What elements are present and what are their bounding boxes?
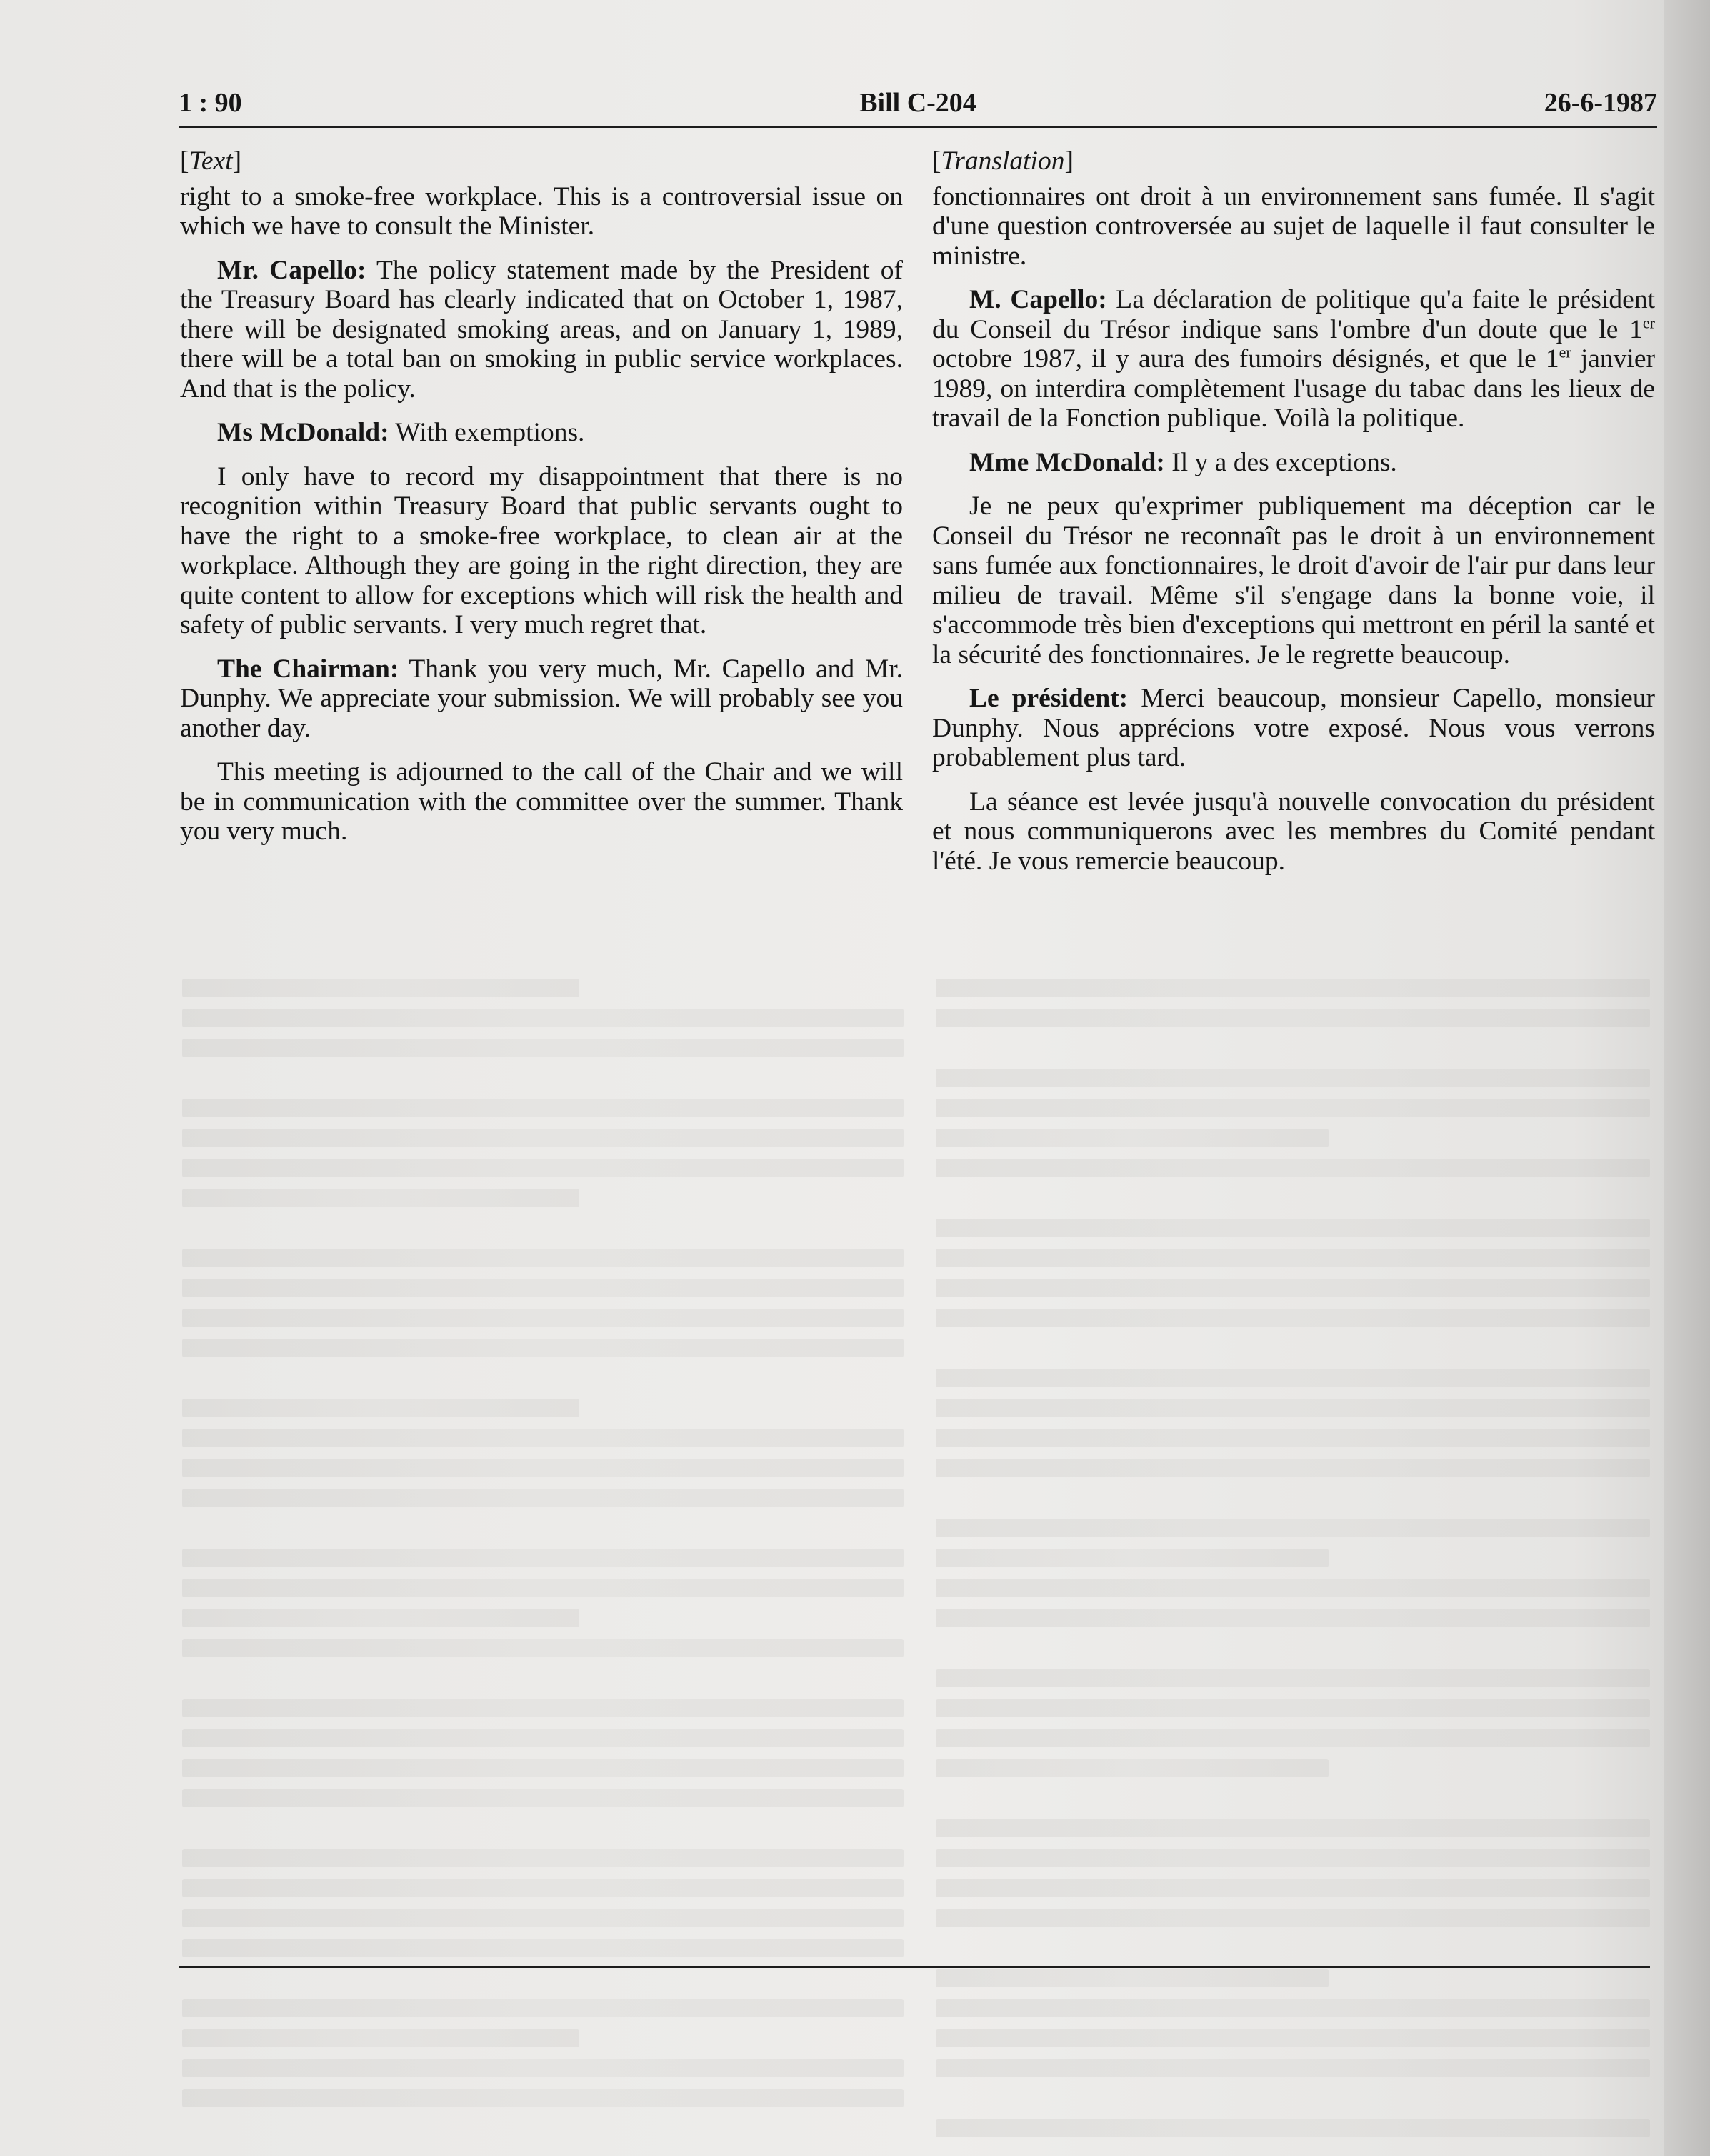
column-label-translation: [Translation]: [932, 146, 1074, 176]
paragraph: The Chairman: Thank you very much, Mr. Capello and Mr. Dunphy. We appreciate your submission. We will probably see you another day.: [180, 654, 903, 743]
show-through-line: [936, 1579, 1650, 1597]
show-through-line: [182, 1699, 904, 1717]
bottom-rule: [179, 1966, 1650, 1968]
show-through-line: [936, 1399, 1650, 1417]
paragraph: Ms McDonald: With exemptions.: [217, 418, 585, 447]
show-through-line: [936, 1129, 1329, 1147]
show-through-line: [182, 1849, 904, 1867]
show-through-line: [182, 2089, 904, 2107]
paragraph: Mr. Capello: The policy statement made by the President of the Treasury Board has clearly indicated that on October 1, 1987, there will be designated smoking areas, and on January 1, 1989, there will be a total ban on smoking in public service workplaces. And that is the policy.: [180, 255, 903, 404]
show-through-line: [936, 1759, 1329, 1777]
show-through-line: [182, 1939, 904, 1957]
french-column: [932, 146, 1655, 890]
show-through-line: [182, 1279, 904, 1297]
show-through-line: [936, 1879, 1650, 1897]
bill-title: Bill C-204: [859, 88, 976, 118]
show-through-line: [182, 1099, 904, 1117]
paragraph: I only have to record my disappointment that there is no recognition within Treasury Board that public servants ought to have the right to a smoke-free workplace, to clean air at the workplace. Although they are going in the right direction, they are quite content to allow for exceptions which will risk the health and safety of public servants. I very much regret that.: [180, 461, 903, 639]
english-column: [180, 146, 903, 861]
show-through-line: [936, 979, 1650, 997]
show-through-line: [936, 1669, 1650, 1687]
header-date: 26-6-1987: [1544, 88, 1657, 118]
speaker-name: Mme McDonald:: [969, 447, 1165, 477]
show-through-line: [936, 1249, 1650, 1267]
show-through-line: [182, 1189, 579, 1207]
show-through-line: [182, 1309, 904, 1327]
show-through-line: [936, 1309, 1650, 1327]
show-through-line: [182, 1399, 579, 1417]
show-through-line: [936, 1159, 1650, 1177]
show-through-line: [182, 1579, 904, 1597]
paragraph: fonctionnaires ont droit à un environnement sans fumée. Il s'agit d'une question controversée au sujet de laquelle il faut consulter le ministre.: [932, 181, 1655, 271]
show-through-line: [182, 1129, 904, 1147]
show-through-line: [182, 1489, 904, 1507]
show-through-line: [936, 1909, 1650, 1927]
show-through-line: [936, 1729, 1650, 1747]
page-edge-shadow: [1664, 0, 1710, 2156]
show-through-line: [936, 1699, 1650, 1717]
show-through-line: [936, 1999, 1650, 2017]
show-through-line: [182, 1909, 904, 1927]
show-through-line: [936, 1009, 1650, 1027]
show-through-line: [936, 1849, 1650, 1867]
show-through-line: [182, 1009, 904, 1027]
show-through-line: [936, 2119, 1650, 2137]
paragraph: La séance est levée jusqu'à nouvelle convocation du président et nous communiquerons avec les membres du Comité pendant l'été. Je vous remercie beaucoup.: [932, 787, 1655, 876]
show-through-line: [936, 1219, 1650, 1237]
paragraph: Le président: Merci beaucoup, monsieur Capello, monsieur Dunphy. Nous apprécions votre exposé. Nous vous verrons probablement plus tard.: [932, 684, 1655, 772]
show-through-line: [182, 1609, 579, 1627]
speaker-name: Mr. Capello:: [217, 255, 366, 285]
paragraph: Mme McDonald: Il y a des exceptions.: [969, 447, 1397, 477]
show-through-line: [936, 1609, 1650, 1627]
paragraph: This meeting is adjourned to the call of the Chair and we will be in communication with the committee over the summer. Thank you very much.: [180, 757, 903, 846]
show-through-line: [936, 1549, 1329, 1567]
paragraph: Je ne peux qu'exprimer publiquement ma déception car le Conseil du Trésor ne reconnaît pas le droit à un environnement sans fumée aux fonctionnaires, le droit d'avoir de l'air pur dans leur milieu de travail. Même s'il s'engage dans la bonne voie, il s'accommode très bien d'exceptions qui mettront en péril la santé et la sécurité des fonctionnaires. Je le regrette beaucoup.: [932, 491, 1655, 669]
show-through-line: [936, 1279, 1650, 1297]
show-through-line: [182, 1339, 904, 1357]
speaker-name: Ms McDonald:: [217, 418, 389, 447]
show-through-line: [936, 1819, 1650, 1837]
show-through-line: [182, 1999, 904, 2017]
show-through-line: [936, 1369, 1650, 1387]
show-through-line: [182, 1729, 904, 1747]
show-through-line: [936, 1459, 1650, 1477]
show-through-line: [936, 1099, 1650, 1117]
show-through-line: [182, 979, 579, 997]
speaker-name: Le président:: [969, 684, 1129, 713]
speaker-name: M. Capello:: [969, 285, 1107, 314]
show-through-line: [182, 1879, 904, 1897]
page-number: 1 : 90: [179, 88, 242, 118]
show-through-line: [182, 2059, 904, 2077]
show-through-line: [182, 1549, 904, 1567]
show-through-line: [182, 2029, 579, 2047]
show-through-line: [936, 1519, 1650, 1537]
column-label-text: [Text]: [180, 146, 242, 176]
speaker-name: The Chairman:: [217, 654, 399, 684]
show-through-line: [182, 1459, 904, 1477]
show-through-line: [182, 1789, 904, 1807]
header-rule: [179, 126, 1657, 128]
show-through-line: [182, 1039, 904, 1057]
show-through-line: [936, 2059, 1650, 2077]
show-through-line: [936, 1969, 1329, 1987]
show-through-line: [182, 1159, 904, 1177]
show-through-line: [182, 1249, 904, 1267]
show-through-line: [936, 1429, 1650, 1447]
page-header: [179, 87, 1657, 130]
show-through-line: [182, 1429, 904, 1447]
show-through-line: [936, 2029, 1650, 2047]
show-through-line: [182, 1759, 904, 1777]
show-through-line: [936, 1069, 1650, 1087]
show-through-line: [182, 1639, 904, 1657]
paragraph: M. Capello: La déclaration de politique qu'a faite le président du Conseil du Trésor indique sans l'ombre d'un doute que le 1er octobre 1987, il y aura des fumoirs désignés, et que le 1er janvier 1989, on interdira complètement l'usage du tabac dans les lieux de travail de la Fonction publique. Voilà la politique.: [932, 285, 1655, 433]
paragraph: right to a smoke-free workplace. This is a controversial issue on which we have to consult the Minister.: [180, 181, 903, 241]
